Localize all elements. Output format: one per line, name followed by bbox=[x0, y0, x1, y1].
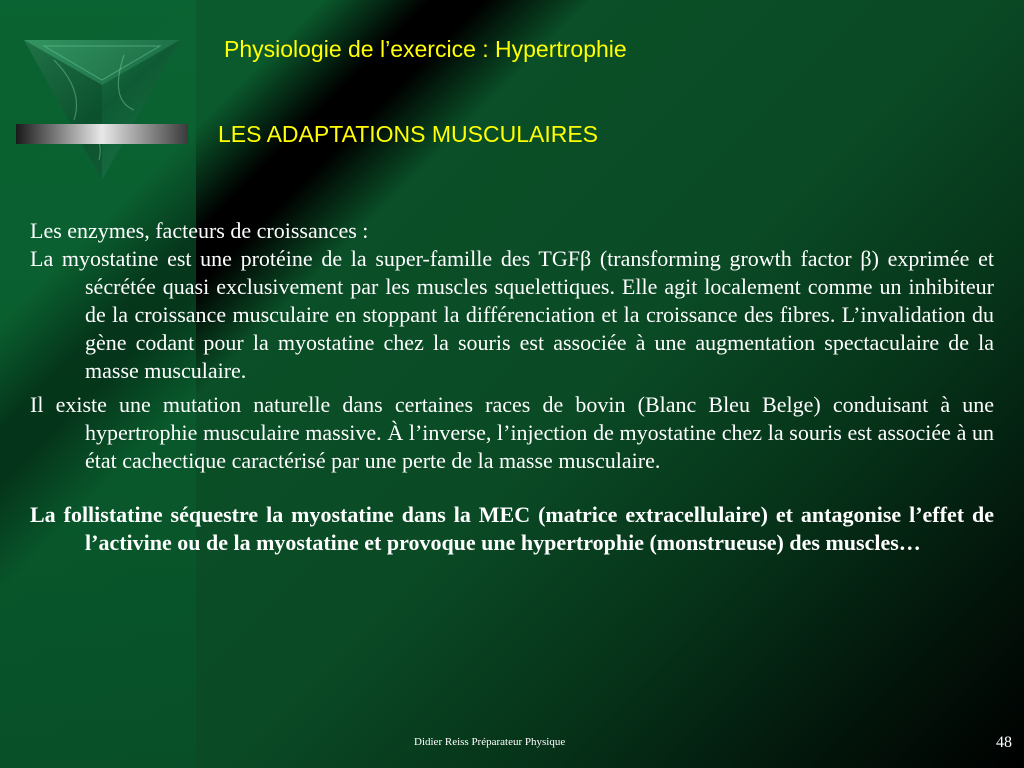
follistatine-paragraph: La follistatine séquestre la myostatine dans la MEC (matrice extracellulaire) et antagonise l’effet de l’activine ou de la myostatine et provoque une hypertrophie (monstrueuse) des muscles… bbox=[30, 502, 994, 555]
section-title: LES ADAPTATIONS MUSCULAIRES bbox=[218, 121, 599, 147]
mutation-paragraph: Il existe une mutation naturelle dans certaines races de bovin (Blanc Bleu Belge) conduisant à une hypertrophie musculaire massive. À l’inverse, l’injection de myostatine chez la souris est associée à un état cachectique caractérisé par une perte de la masse musculaire. bbox=[30, 392, 994, 473]
slide-header-title: Physiologie de l’exercice : Hypertrophie bbox=[224, 36, 627, 62]
page-number: 48 bbox=[996, 734, 1012, 751]
intro-paragraph: Les enzymes, facteurs de croissances : bbox=[30, 218, 369, 243]
paragraph-spacer bbox=[30, 475, 994, 501]
marble-triangle-logo-icon bbox=[14, 40, 190, 180]
slide-body bbox=[30, 217, 994, 557]
footer-author: Didier Reiss Préparateur Physique bbox=[414, 736, 566, 748]
myostatine-paragraph: La myostatine est une protéine de la super-famille des TGFβ (transforming growth factor β) exprimée et sécrétée quasi exclusivement par les muscles squelettiques. Elle agit localement comme un inhibiteur de la croissance musculaire en stoppant la différenciation et la croissance des fibres. L’invalidation du gène codant pour la myostatine chez la souris est associée à une augmentation spectaculaire de la masse musculaire. bbox=[30, 246, 994, 383]
